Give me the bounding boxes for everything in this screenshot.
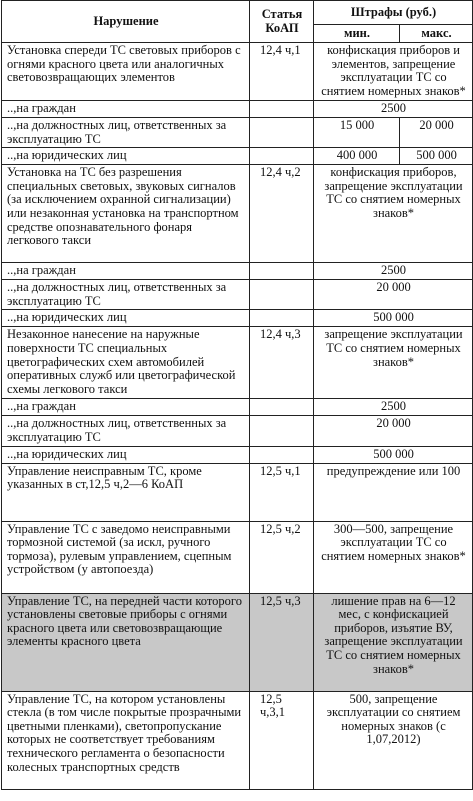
table-row: [2, 148, 473, 165]
article-cell: 12,5 ч,3,1: [250, 691, 314, 789]
violation-cell: ..,на граждан: [2, 101, 250, 118]
header-violation: Нарушение: [2, 1, 250, 43]
violation-cell: Управление ТС, на передней части которого установлены световые приборы с огнями красного цвета или световозвращающие элементы красного цвета: [2, 593, 250, 691]
article-cell: [250, 263, 314, 280]
fine-cell: 500 000: [314, 310, 473, 327]
table-row: [2, 463, 473, 521]
violation-cell: ..,на должностных лиц, ответственных за эксплуатацию ТС: [2, 416, 250, 446]
fine-min-cell: 15 000: [314, 118, 400, 148]
fine-cell: 300—500, запрещение эксплуатации ТС со снятием номерных знаков*: [314, 521, 473, 593]
header-min: мин.: [314, 25, 400, 43]
fine-cell: 20 000: [314, 416, 473, 446]
article-cell: 12,5 ч,2: [250, 521, 314, 593]
table-row: [2, 101, 473, 118]
violation-cell: ..,на юридических лиц: [2, 148, 250, 165]
table-row: [2, 521, 473, 593]
article-cell: 12,4 ч,3: [250, 327, 314, 399]
article-cell: [250, 399, 314, 416]
fine-cell: 2500: [314, 101, 473, 118]
table-row: [2, 263, 473, 280]
fine-cell: предупреждение или 100: [314, 463, 473, 521]
violation-cell: ..,на юридических лиц: [2, 310, 250, 327]
table-row: [2, 165, 473, 263]
table-row: [2, 118, 473, 148]
fine-cell: 500 000: [314, 446, 473, 463]
violation-cell: ..,на должностных лиц, ответственных за эксплуатацию ТС: [2, 118, 250, 148]
table-row-highlighted: [2, 593, 473, 691]
table-row: [2, 416, 473, 446]
fine-max-cell: 500 000: [400, 148, 473, 165]
table-row: [2, 280, 473, 310]
table-row: [2, 446, 473, 463]
violation-cell: Управление ТС, на котором установлены стекла (в том числе покрытые прозрачными цветными пленками), светопропускание которых не соответствует требованиям технического регламента о безопасности колесных транспортных средств: [2, 691, 250, 789]
article-cell: [250, 280, 314, 310]
fine-cell: 2500: [314, 399, 473, 416]
article-cell: [250, 446, 314, 463]
article-cell: 12,4 ч,1: [250, 43, 314, 101]
table-row: [2, 43, 473, 101]
fine-cell: 2500: [314, 263, 473, 280]
fines-table: [1, 0, 473, 790]
fine-cell: запрещение эксплуатации ТС со снятием номерных знаков*: [314, 327, 473, 399]
table-row: [2, 399, 473, 416]
fine-cell: 20 000: [314, 280, 473, 310]
fine-cell: конфискация приборов, запрещение эксплуатации ТС со снятием номерных знаков*: [314, 165, 473, 263]
fine-min-cell: 400 000: [314, 148, 400, 165]
table-row: [2, 327, 473, 399]
header-max: макс.: [400, 25, 473, 43]
fine-cell: конфискация приборов и элементов, запрещение эксплуатации ТС со снятием номерных знаков*: [314, 43, 473, 101]
violation-cell: Установка на ТС без разрешения специальных световых, звуковых сигналов (за исключением охранной сигнализации) или незаконная установка на транспортном средстве опознавательного фонаря легкового такси: [2, 165, 250, 263]
header-article: Статья КоАП: [250, 1, 314, 43]
violation-cell: ..,на должностных лиц, ответственных за эксплуатацию ТС: [2, 280, 250, 310]
article-cell: 12,4 ч,2: [250, 165, 314, 263]
violation-cell: Установка спереди ТС световых приборов с огнями красного цвета или аналогичных световозвращающих элементов: [2, 43, 250, 101]
article-cell: 12,5 ч,3: [250, 593, 314, 691]
violation-cell: Управление неисправным ТС, кроме указанных в ст,12,5 ч,2—6 КоАП: [2, 463, 250, 521]
table-row: [2, 691, 473, 789]
article-cell: [250, 101, 314, 118]
article-cell: [250, 148, 314, 165]
fine-cell: лишение прав на 6—12 мес, с конфискацией приборов, изъятие ВУ, запрещение эксплуатации ТС со снятием номерных знаков*: [314, 593, 473, 691]
violation-cell: Незаконное нанесение на наружные поверхности ТС специальных цветографических схем автомобилей оперативных служб или цветографической схемы легкового такси: [2, 327, 250, 399]
violation-cell: ..,на граждан: [2, 263, 250, 280]
article-cell: 12,5 ч,1: [250, 463, 314, 521]
article-cell: [250, 416, 314, 446]
article-cell: [250, 118, 314, 148]
fine-max-cell: 20 000: [400, 118, 473, 148]
violation-cell: Управление ТС с заведомо неисправными тормозной системой (за искл, ручного тормоза), рулевым управлением, сцепным устройством (у автопоезда): [2, 521, 250, 593]
violation-cell: ..,на граждан: [2, 399, 250, 416]
fine-cell: 500, запрещение эксплуатации со снятием номерных знаков (с 1,07,2012): [314, 691, 473, 789]
header-fines: Штрафы (руб.): [314, 1, 473, 25]
table-row: [2, 310, 473, 327]
violation-cell: ..,на юридических лиц: [2, 446, 250, 463]
article-cell: [250, 310, 314, 327]
